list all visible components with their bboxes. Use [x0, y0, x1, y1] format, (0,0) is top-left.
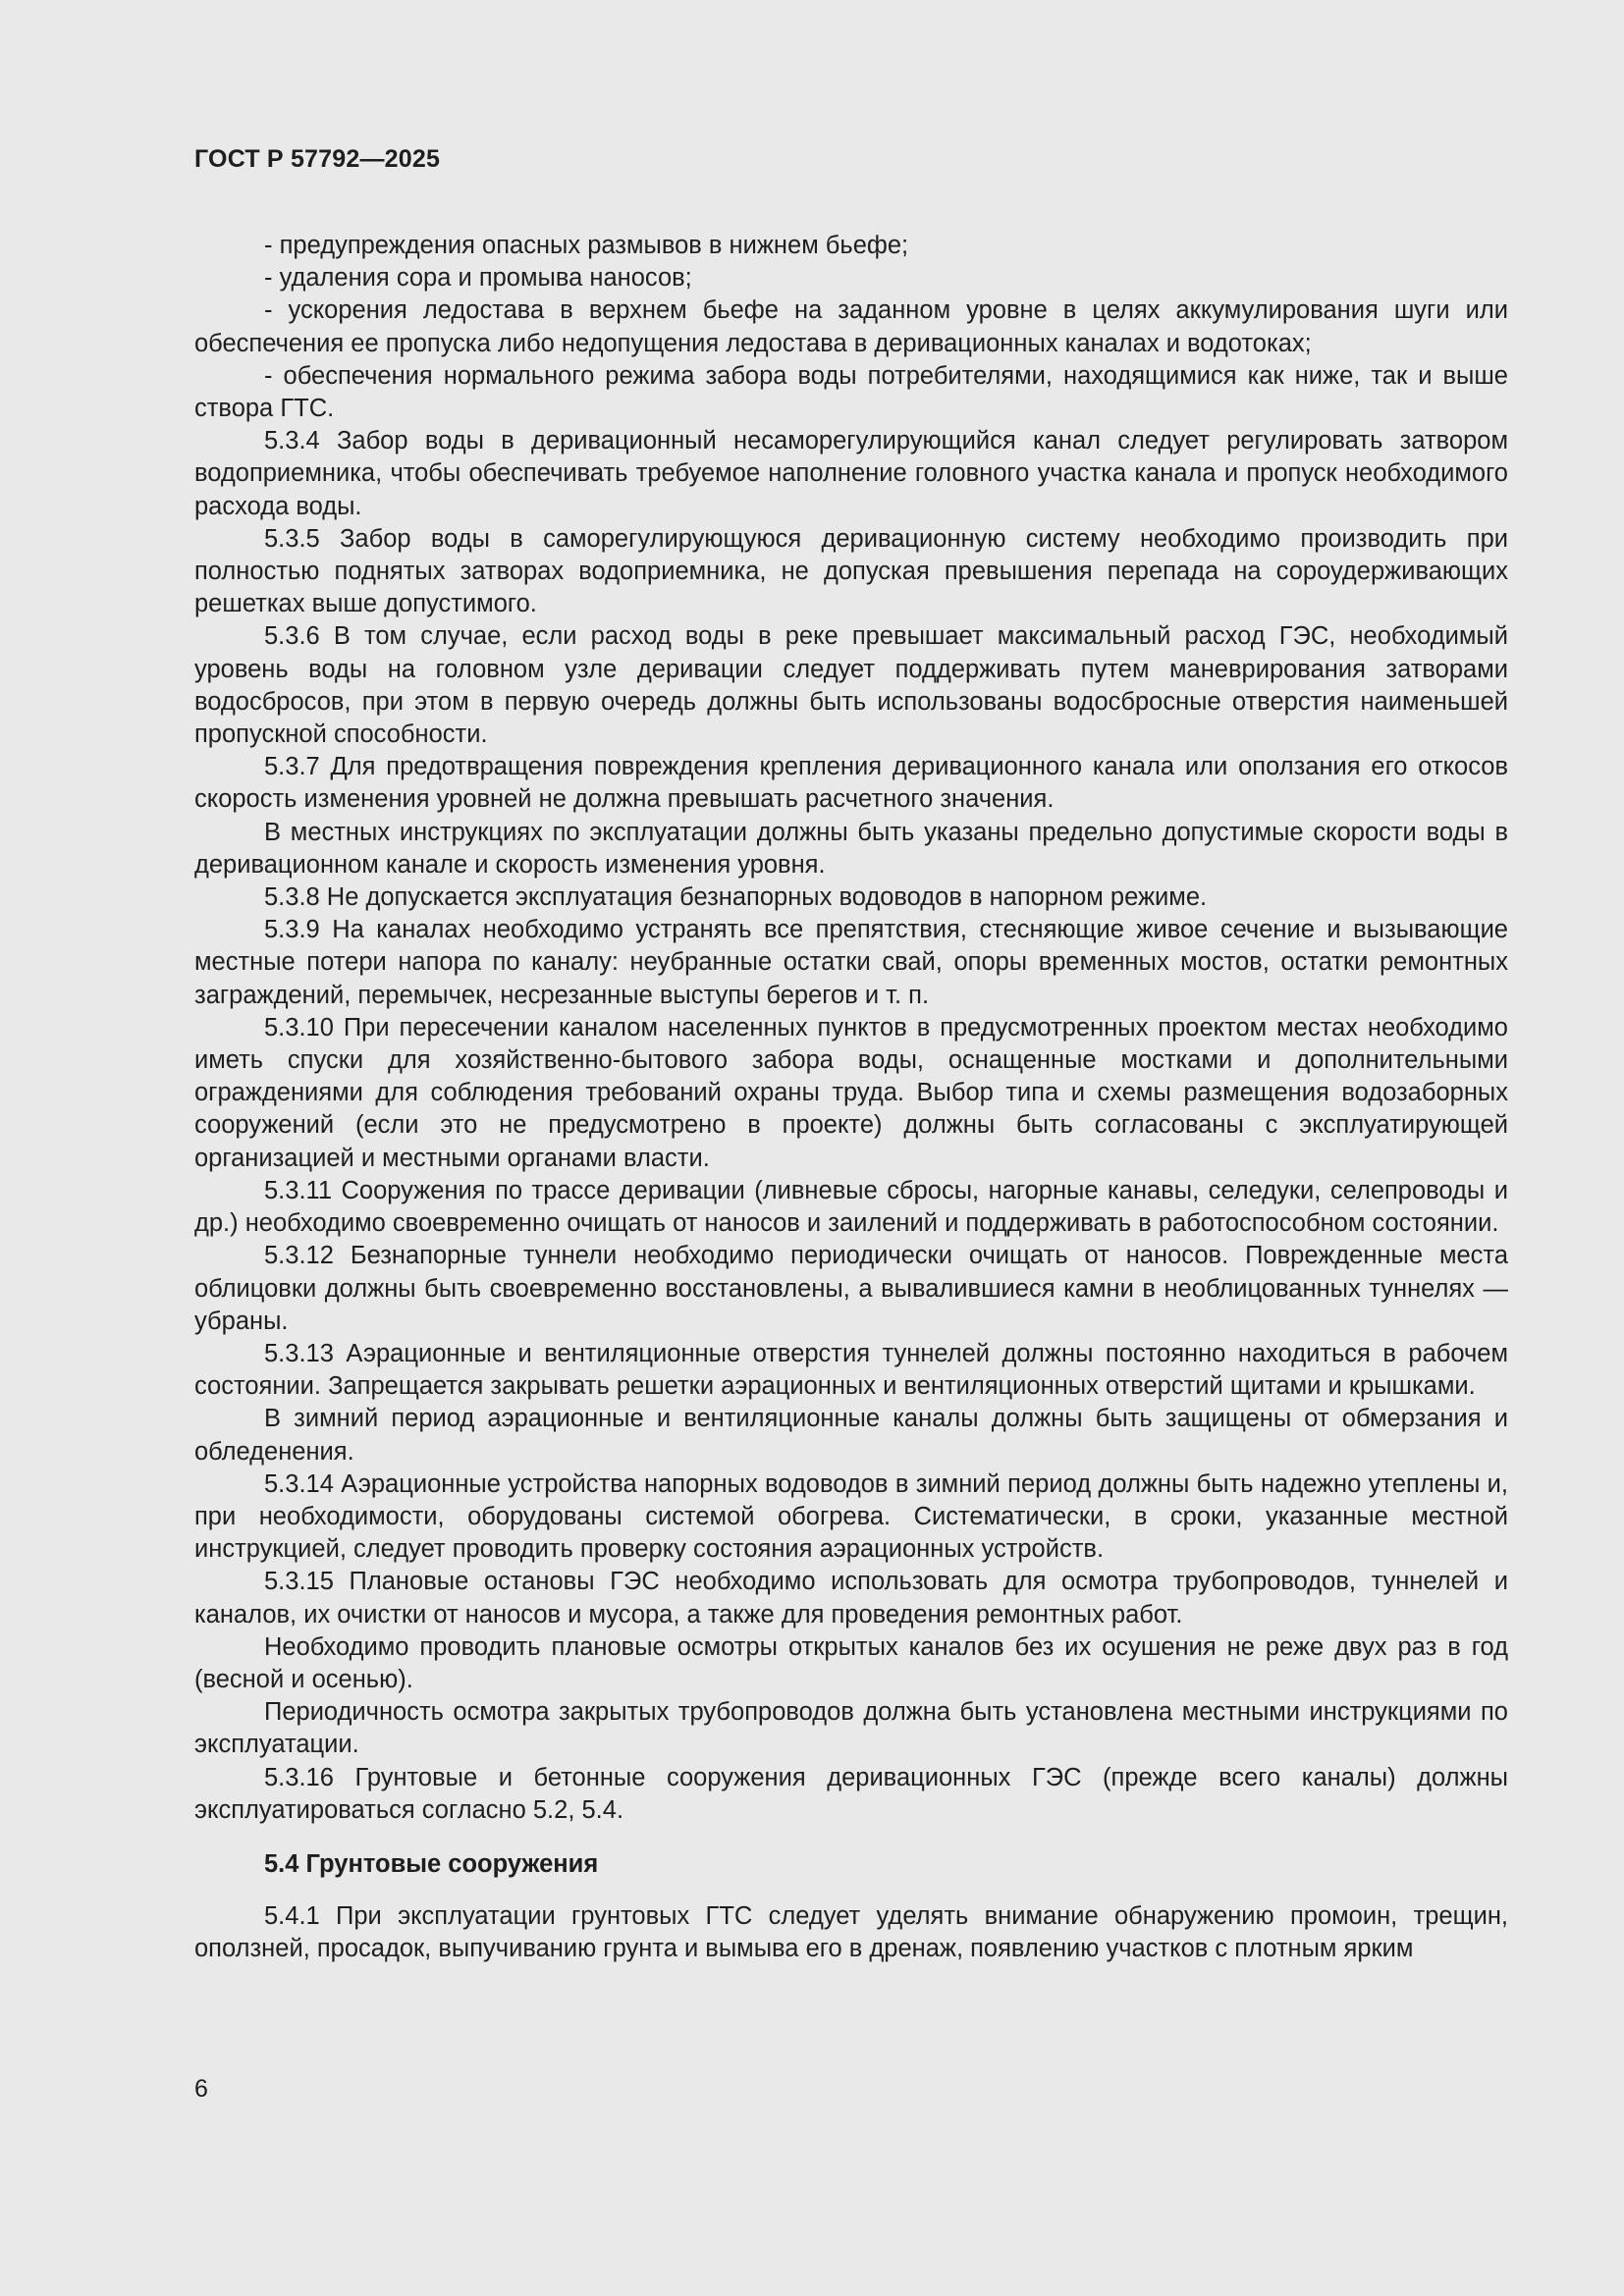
paragraph: 5.3.15 Плановые остановы ГЭС необходимо использовать для осмотра трубопроводов, туннелей и каналов, их очистки от наносов и мусора, а также для проведения ремонтных работ.	[194, 1568, 1508, 1629]
paragraph: 5.3.14 Аэрационные устройства напорных водоводов в зимний период должны быть надежно утеплены и, при необходимости, оборудованы системой обогрева. Систематически, в сроки, указанные местной инструкцией, следует проводить проверку состояния аэрационных устройств.	[194, 1469, 1508, 1564]
paragraph: - обеспечения нормального режима забора воды потребителями, находящимися как ниже, так и выше створа ГТС.	[194, 361, 1508, 423]
paragraph: 5.3.6 В том случае, если расход воды в реке превышает максимальный расход ГЭС, необходимый уровень воды на головном узле деривации следует поддерживать путем маневрирования затворами водосбросов, при этом в первую очередь должны быть использованы водосбросные отверстия наименьшей пропускной способности.	[194, 622, 1508, 749]
paragraph: 5.3.12 Безнапорные туннели необходимо периодически очищать от наносов. Поврежденные места облицовки должны быть своевременно восстановлены, а вывалившиеся камни в необлицованных туннелях — убраны.	[194, 1242, 1508, 1335]
paragraph: - удаления сора и промыва наносов;	[264, 264, 692, 293]
paragraph: В местных инструкциях по эксплуатации должны быть указаны предельно допустимые скорости воды в деривационном канале и скорость изменения уровня.	[194, 818, 1508, 879]
paragraph: - ускорения ледостава в верхнем бьефе на заданном уровне в целях аккумулирования шуги или обеспечения ее пропуска либо недопущения ледостава в деривационных каналах и водотоках;	[194, 296, 1508, 357]
paragraph: 5.3.9 На каналах необходимо устранять все препятствия, стесняющие живое сечение и вызывающие местные потери напора по каналу: неубранные остатки свай, опоры временных мостов, остатки ремонтных заграждений, перемычек, несрезанные выступы берегов и т. п.	[194, 916, 1508, 1009]
page-number: 6	[194, 2075, 208, 2103]
document-body	[194, 230, 1508, 1966]
paragraph: 5.3.7 Для предотвращения повреждения крепления деривационного канала или оползания его откосов скорость изменения уровней не должна превышать расчетного значения.	[194, 753, 1508, 814]
paragraph: Необходимо проводить плановые осмотры открытых каналов без их осушения не реже двух раз в год (весной и осенью).	[194, 1632, 1508, 1693]
section-heading: 5.4 Грунтовые сооружения	[264, 1849, 599, 1878]
paragraph: 5.3.5 Забор воды в саморегулирующуюся деривационную систему необходимо производить при полностью поднятых затворах водоприемника, не допуская превышения перепада на сороудерживающих решетках выше допустимого.	[194, 524, 1508, 618]
document-header: ГОСТ Р 57792—2025	[194, 145, 441, 173]
paragraph: 5.3.16 Грунтовые и бетонные сооружения деривационных ГЭС (прежде всего каналы) должны эксплуатироваться согласно 5.2, 5.4.	[194, 1763, 1508, 1824]
paragraph: Периодичность осмотра закрытых трубопроводов должна быть установлена местными инструкциями по эксплуатации.	[194, 1698, 1508, 1759]
paragraph: 5.3.4 Забор воды в деривационный несаморегулирующийся канал следует регулировать затвором водоприемника, чтобы обеспечивать требуемое наполнение головного участка канала и пропуск необходимого расхода воды.	[194, 427, 1508, 520]
paragraph: 5.3.8 Не допускается эксплуатация безнапорных водоводов в напорном режиме.	[264, 883, 1208, 912]
paragraph: 5.4.1 При эксплуатации грунтовых ГТС следует уделять внимание обнаружению промоин, трещин, оползней, просадок, выпучиванию грунта и вымыва его в дренаж, появлению участков с плотным ярким	[194, 1902, 1508, 1963]
paragraph: 5.3.13 Аэрационные и вентиляционные отверстия туннелей должны постоянно находиться в рабочем состоянии. Запрещается закрывать решетки аэрационных и вентиляционных отверстий щитами и крышками.	[194, 1339, 1508, 1401]
paragraph: В зимний период аэрационные и вентиляционные каналы должны быть защищены от обмерзания и обледенения.	[194, 1405, 1508, 1466]
paragraph: - предупреждения опасных размывов в нижнем бьефе;	[264, 232, 909, 259]
paragraph: 5.3.10 При пересечении каналом населенных пунктов в предусмотренных проектом местах необходимо иметь спуски для хозяйственно-бытового забора воды, оснащенные мостками и дополнительными ограждениями для соблюдения требований охраны труда. Выбор типа и схемы размещения водозаборных сооружений (если это не предусмотрено в проекте) должны быть согласованы с эксплуатирующей организацией и местными органами власти.	[194, 1013, 1508, 1172]
document-page	[194, 143, 1508, 1966]
paragraph: 5.3.11 Сооружения по трассе деривации (ливневые сбросы, нагорные канавы, селедуки, селепроводы и др.) необходимо своевременно очищать от наносов и заилений и поддерживать в работоспособном состоянии.	[194, 1176, 1508, 1238]
